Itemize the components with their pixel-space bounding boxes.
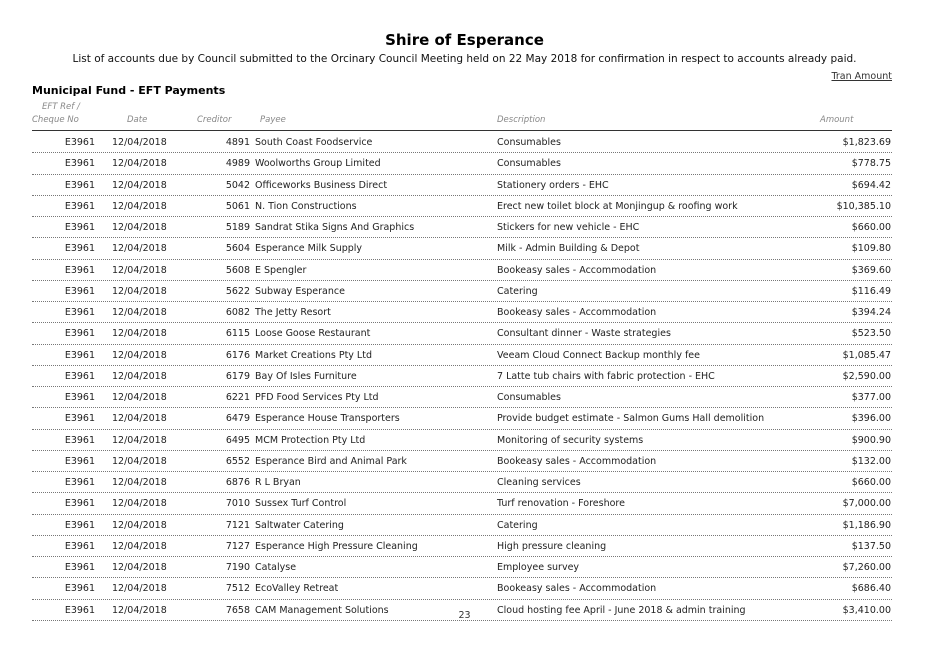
cell-amount: $686.40 [851,583,891,595]
cell-payee: Bay Of Isles Furniture [255,370,357,382]
cell-amount: $778.75 [851,158,891,170]
cell-date: 12/04/2018 [112,519,167,531]
table-row [32,451,892,472]
cell-date: 12/04/2018 [112,540,167,552]
table-row [32,387,892,408]
cell-amount: $377.00 [851,392,891,403]
cell-payee: R L Bryan [255,477,301,488]
cell-creditor: 5189 [225,222,250,233]
table-row [32,536,892,557]
cell-payee: Woolworths Group Limited [255,158,381,170]
column-header-creditor: Creditor [197,115,232,125]
page-number: 23 [458,610,471,621]
cell-date: 12/04/2018 [112,370,167,382]
cell-date: 12/04/2018 [112,562,167,573]
cell-date: 12/04/2018 [112,413,167,425]
cell-amount: $1,186.90 [842,519,891,531]
cell-amount: $132.00 [851,455,891,467]
cell-payee: Loose Goose Restaurant [255,328,371,340]
cell-date: 12/04/2018 [112,498,167,510]
cell-creditor: 6552 [225,455,250,467]
cell-creditor: 4989 [225,158,250,170]
cell-payee: MCM Protection Pty Ltd [255,434,366,446]
cell-eft-ref: E3961 [64,455,95,467]
cell-date: 12/04/2018 [112,307,167,318]
cell-creditor: 7121 [225,519,250,531]
cell-payee: E Spengler [255,264,307,276]
cell-description: Consumables [497,392,561,403]
table-row [32,515,892,536]
cell-creditor: 7010 [225,498,250,510]
cell-description: Monitoring of security systems [497,434,644,446]
cell-amount: $660.00 [851,222,891,233]
cell-description: Cloud hosting fee April - June 2018 & admin training [497,604,746,616]
header-divider [32,130,892,131]
cell-eft-ref: E3961 [64,562,95,573]
cell-creditor: 5608 [225,264,250,276]
cell-eft-ref: E3961 [64,349,95,361]
cell-payee: PFD Food Services Pty Ltd [255,392,379,403]
cell-description: Bookeasy sales - Accommodation [497,307,657,318]
cell-amount: $137.50 [851,540,891,552]
cell-payee: EcoValley Retreat [255,583,339,595]
table-row [32,132,892,153]
cell-description: Stationery orders - EHC [497,179,609,191]
cell-eft-ref: E3961 [64,392,95,403]
cell-creditor: 7512 [225,583,250,595]
cell-payee: Esperance House Transporters [255,413,400,425]
table-row [32,302,892,323]
cell-amount: $10,385.10 [836,200,891,212]
cell-amount: $2,590.00 [842,370,891,382]
cell-eft-ref: E3961 [64,434,95,446]
cell-payee: The Jetty Resort [255,307,331,318]
table-row [32,281,892,302]
cell-payee: CAM Management Solutions [255,604,389,616]
column-header-ref-line1: EFT Ref / [42,102,80,112]
cell-creditor: 7190 [225,562,250,573]
cell-date: 12/04/2018 [112,222,167,233]
cell-payee: Officeworks Business Direct [255,179,388,191]
cell-description: Catering [497,519,538,531]
cell-payee: Sandrat Stika Signs And Graphics [255,222,415,233]
cell-eft-ref: E3961 [64,200,95,212]
cell-eft-ref: E3961 [64,604,95,616]
cell-description: 7 Latte tub chairs with fabric protection - EHC [497,370,715,382]
cell-eft-ref: E3961 [64,498,95,510]
table-row [32,557,892,578]
cell-creditor: 6176 [225,349,250,361]
cell-date: 12/04/2018 [112,158,167,170]
cell-eft-ref: E3961 [64,179,95,191]
cell-amount: $369.60 [851,264,891,276]
cell-payee: Catalyse [255,562,297,573]
cell-creditor: 6115 [225,328,250,340]
report-subtitle: List of accounts due by Council submitted to the Orcinary Council Meeting held on 22 May 2018 for confirmation in respect to accounts already paid. [72,53,857,65]
cell-eft-ref: E3961 [64,519,95,531]
cell-creditor: 6221 [225,392,250,403]
table-row [32,345,892,366]
cell-payee: Saltwater Catering [255,519,344,531]
cell-date: 12/04/2018 [112,264,167,276]
table-row [32,260,892,281]
cell-date: 12/04/2018 [112,477,167,488]
cell-date: 12/04/2018 [112,392,167,403]
cell-eft-ref: E3961 [64,477,95,488]
cell-eft-ref: E3961 [64,583,95,595]
cell-eft-ref: E3961 [64,264,95,276]
cell-description: Provide budget estimate - Salmon Gums Hall demolition [497,413,765,425]
column-header-date: Date [127,115,148,125]
cell-creditor: 5622 [225,285,250,297]
cell-creditor: 6495 [225,434,250,446]
cell-description: Veeam Cloud Connect Backup monthly fee [497,349,700,361]
cell-payee: Esperance High Pressure Cleaning [255,540,418,552]
table-row [32,366,892,387]
cell-description: Bookeasy sales - Accommodation [497,264,657,276]
cell-date: 12/04/2018 [112,179,167,191]
cell-eft-ref: E3961 [64,243,95,255]
cell-payee: Subway Esperance [255,285,345,297]
cell-creditor: 6082 [225,307,250,318]
cell-eft-ref: E3961 [64,413,95,425]
cell-amount: $3,410.00 [842,604,891,616]
cell-eft-ref: E3961 [64,540,95,552]
cell-creditor: 7658 [225,604,250,616]
cell-description: Consultant dinner - Waste strategies [497,328,671,340]
cell-description: Cleaning services [497,477,581,488]
cell-eft-ref: E3961 [64,307,95,318]
cell-creditor: 5042 [225,179,250,191]
cell-description: Bookeasy sales - Accommodation [497,583,657,595]
cell-amount: $694.42 [851,179,891,191]
cell-date: 12/04/2018 [112,200,167,212]
cell-amount: $394.24 [851,307,891,318]
cell-amount: $523.50 [851,328,891,340]
cell-description: Stickers for new vehicle - EHC [497,222,640,233]
cell-description: Consumables [497,137,561,148]
section-title: Municipal Fund - EFT Payments [32,84,226,97]
cell-date: 12/04/2018 [112,328,167,340]
cell-date: 12/04/2018 [112,604,167,616]
cell-amount: $7,260.00 [842,562,891,573]
cell-eft-ref: E3961 [64,328,95,340]
cell-date: 12/04/2018 [112,349,167,361]
cell-amount: $1,823.69 [842,137,891,148]
cell-description: Erect new toilet block at Monjingup & roofing work [497,200,738,212]
cell-creditor: 4891 [225,137,250,148]
cell-description: High pressure cleaning [497,540,607,552]
cell-eft-ref: E3961 [64,137,95,148]
table-row [32,408,892,429]
table-row [32,238,892,259]
cell-date: 12/04/2018 [112,583,167,595]
column-header-payee: Payee [260,115,286,125]
cell-amount: $660.00 [851,477,891,488]
table-row [32,430,892,451]
cell-payee: N. Tion Constructions [255,200,357,212]
cell-amount: $900.90 [851,434,891,446]
table-row [32,493,892,514]
table-row [32,578,892,599]
cell-description: Milk - Admin Building & Depot [497,243,640,255]
cell-description: Turf renovation - Foreshore [497,498,625,510]
cell-payee: South Coast Foodservice [255,137,373,148]
cell-amount: $109.80 [851,243,891,255]
column-header-amount: Amount [820,115,854,125]
cell-eft-ref: E3961 [64,370,95,382]
cell-description: Employee survey [497,562,580,573]
report-title: Shire of Esperance [385,31,544,49]
cell-amount: $7,000.00 [842,498,891,510]
cell-eft-ref: E3961 [64,222,95,233]
cell-creditor: 5061 [225,200,250,212]
cell-creditor: 6876 [225,477,250,488]
table-row [32,323,892,344]
payments-table [32,132,892,621]
table-row [32,153,892,174]
column-header-ref-line2: Cheque No [32,115,79,125]
cell-payee: Esperance Bird and Animal Park [255,455,407,467]
table-row [32,196,892,217]
table-row [32,472,892,493]
table-row [32,217,892,238]
cell-creditor: 6179 [225,370,250,382]
cell-amount: $396.00 [851,413,891,425]
column-header-description: Description [497,115,546,125]
cell-description: Bookeasy sales - Accommodation [497,455,657,467]
cell-amount: $116.49 [851,285,891,297]
cell-payee: Esperance Milk Supply [255,243,363,255]
cell-date: 12/04/2018 [112,434,167,446]
cell-description: Catering [497,285,538,297]
cell-amount: $1,085.47 [842,349,891,361]
cell-creditor: 7127 [225,540,250,552]
cell-eft-ref: E3961 [64,158,95,170]
cell-payee: Sussex Turf Control [255,498,347,510]
cell-payee: Market Creations Pty Ltd [255,349,372,361]
table-row [32,175,892,196]
cell-creditor: 6479 [225,413,250,425]
cell-description: Consumables [497,158,561,170]
cell-date: 12/04/2018 [112,455,167,467]
cell-eft-ref: E3961 [64,285,95,297]
cell-date: 12/04/2018 [112,137,167,148]
cell-date: 12/04/2018 [112,285,167,297]
cell-creditor: 5604 [225,243,250,255]
cell-date: 12/04/2018 [112,243,167,255]
tran-amount-link[interactable]: Tran Amount [831,71,892,82]
